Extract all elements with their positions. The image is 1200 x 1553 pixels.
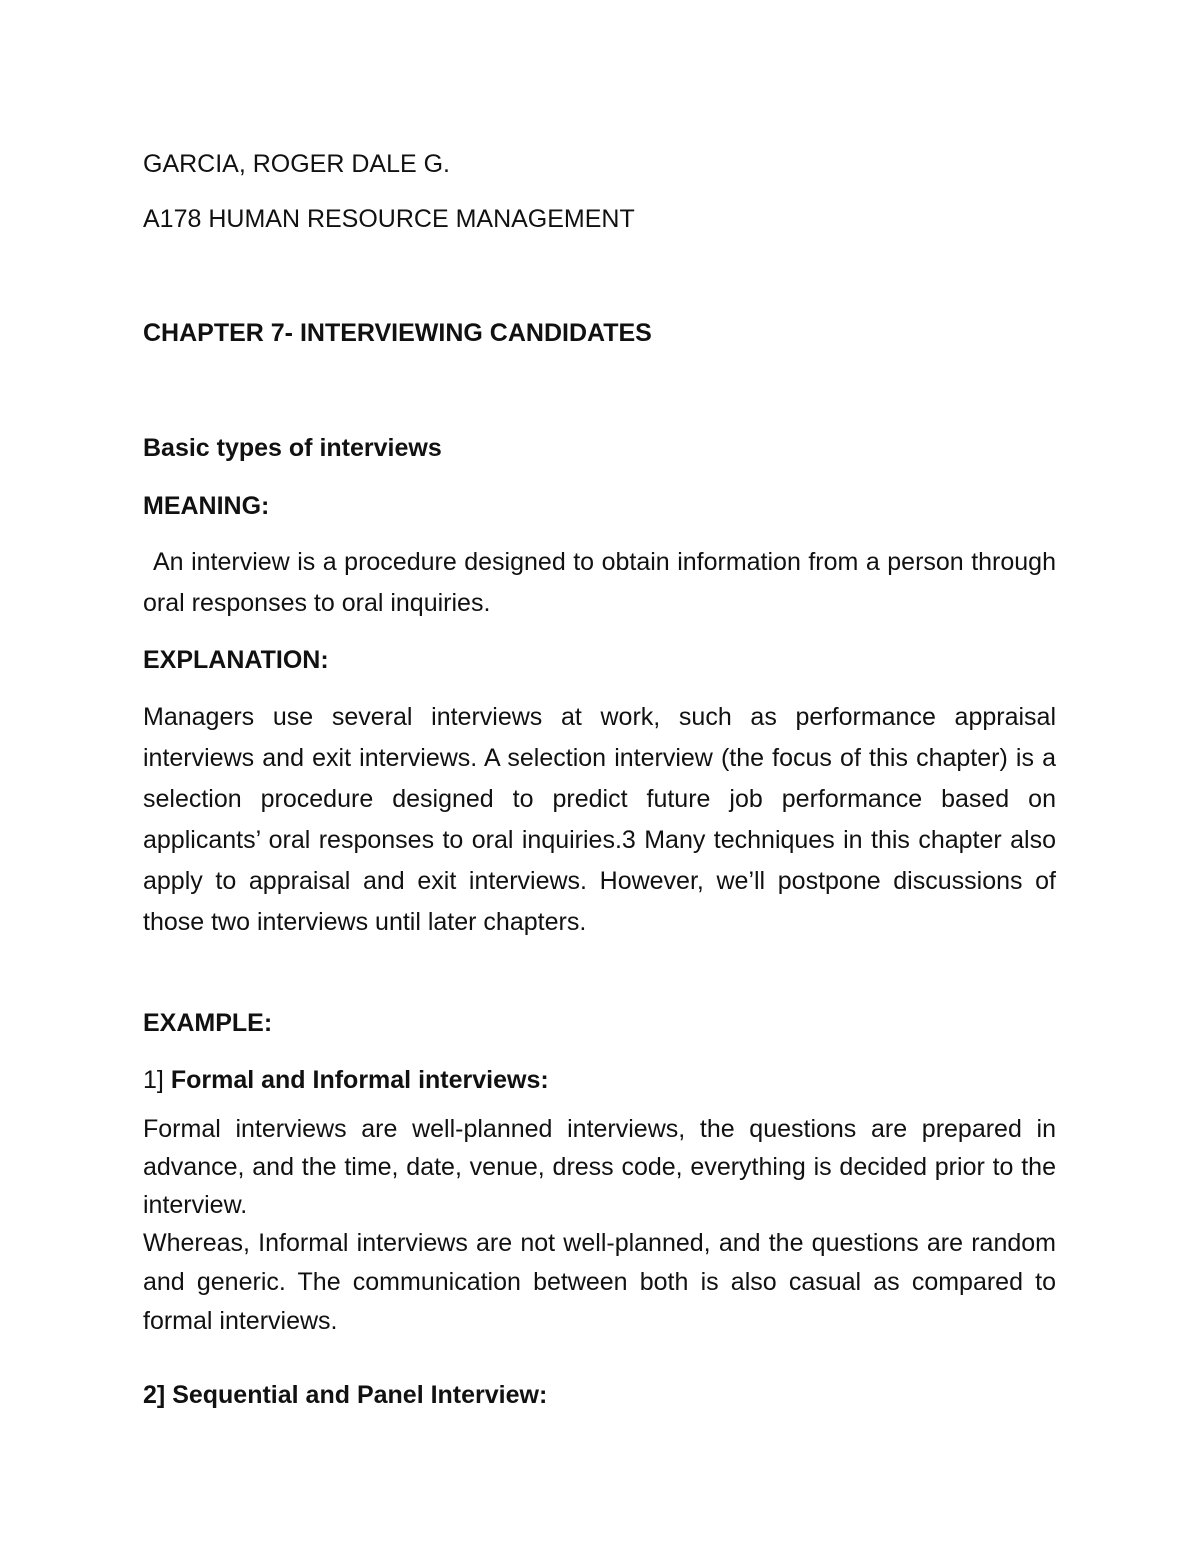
meaning-label: MEANING: — [143, 492, 270, 520]
example-item-2-heading — [143, 1380, 547, 1410]
example-item-2-title: Sequential and Panel Interview: — [172, 1381, 548, 1409]
student-name: GARCIA, ROGER DALE G. — [143, 150, 451, 178]
example-item-1-heading — [143, 1065, 549, 1095]
explanation-label: EXPLANATION: — [143, 646, 329, 674]
example-label: EXAMPLE: — [143, 1009, 273, 1037]
explanation-text: Managers use several interviews at work, such as performance appraisal interviews and exit interviews. A selection interview (the focus of this chapter) is a selection procedure designed to predict future job performance based on applicants’ oral responses to oral inquiries.3 Many techniques in this chapter also apply to appraisal and exit interviews. However, we’ll postpone discussions of those two interviews until later chapters. — [143, 703, 1056, 936]
chapter-title: CHAPTER 7- INTERVIEWING CANDIDATES — [143, 319, 652, 347]
example-item-1-title: Formal and Informal interviews: — [170, 1066, 549, 1094]
example-item-1-text-part2: Whereas, Informal interviews are not well-planned, and the questions are random and generic. The communication between both is also casual as compared to formal interviews. — [143, 1229, 1056, 1335]
course-title: A178 HUMAN RESOURCE MANAGEMENT — [143, 205, 635, 233]
example-item-1-number: 1] — [143, 1066, 164, 1094]
meaning-text: An interview is a procedure designed to obtain information from a person through oral responses to oral inquiries. — [143, 548, 1056, 617]
example-item-2-number: 2] — [143, 1381, 166, 1409]
example-item-1-text-part1: Formal interviews are well-planned interviews, the questions are prepared in advance, and the time, date, venue, dress code, everything is decided prior to the interview. — [143, 1115, 1056, 1219]
section-title: Basic types of interviews — [143, 434, 442, 462]
